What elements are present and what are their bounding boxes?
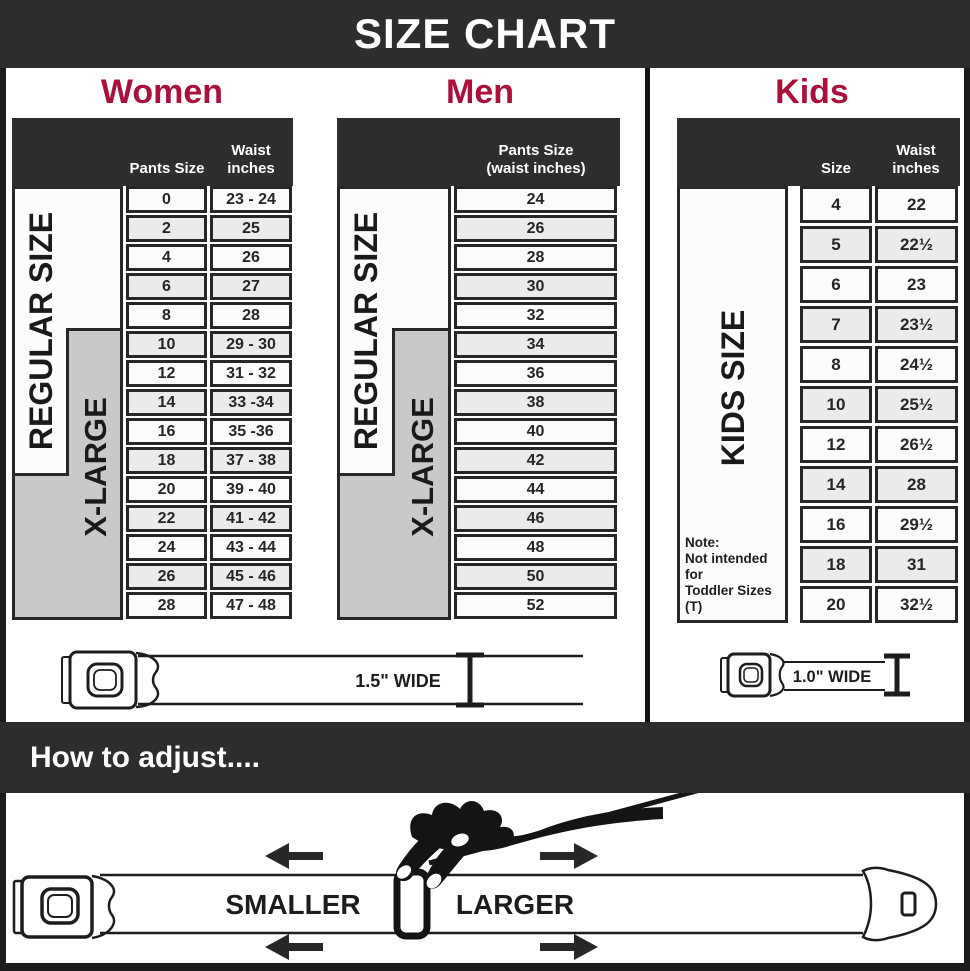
table-cell: 45 - 46 (210, 563, 292, 590)
adult-belt-width-label: 1.5" WIDE (355, 671, 441, 691)
kids-waist-header: Waist inches (892, 141, 940, 178)
table-cell: 30 (454, 273, 617, 300)
table-cell: 23 (875, 266, 958, 303)
table-cell: 0 (126, 186, 207, 213)
kids-size-header: Size (820, 160, 851, 178)
kids-belt-width-graphic (700, 640, 960, 710)
seatbelt-buckle-icon (14, 876, 114, 938)
frame-bottom-border (0, 963, 970, 971)
table-cell: 16 (126, 418, 207, 445)
women-size-table (126, 186, 292, 619)
table-cell: 41 - 42 (210, 505, 292, 532)
table-cell: 24 (126, 534, 207, 561)
table-cell: 44 (454, 476, 617, 503)
seatbelt-buckle-icon (721, 654, 784, 696)
table-cell: 52 (454, 592, 617, 619)
kids-size-label: KIDS SIZE (715, 309, 751, 467)
table-cell: 37 - 38 (210, 447, 292, 474)
men-table-header (337, 118, 620, 186)
table-cell: 28 (126, 592, 207, 619)
table-cell: 6 (126, 273, 207, 300)
table-cell: 4 (126, 244, 207, 271)
width-measure-icon (884, 656, 910, 694)
table-cell: 38 (454, 389, 617, 416)
table-cell: 28 (454, 244, 617, 271)
table-cell: 8 (126, 302, 207, 329)
hand-icon (394, 801, 663, 891)
kids-table-header (677, 118, 960, 186)
table-cell: 32 (454, 302, 617, 329)
table-cell: 29 - 30 (210, 331, 292, 358)
table-cell: 10 (800, 386, 872, 423)
seatbelt-buckle-icon (62, 652, 158, 708)
kids-note: Note: Not intended for Toddler Sizes (T) (685, 535, 772, 615)
table-cell: 14 (800, 466, 872, 503)
table-cell: 22 (875, 186, 958, 223)
men-xlarge-label: X-LARGE (405, 397, 440, 537)
table-cell: 31 (875, 546, 958, 583)
table-cell: 33 -34 (210, 389, 292, 416)
table-cell: 35 -36 (210, 418, 292, 445)
table-cell: 47 - 48 (210, 592, 292, 619)
arrow-right-icon (540, 934, 598, 960)
table-cell: 40 (454, 418, 617, 445)
table-cell: 46 (454, 505, 617, 532)
men-heading: Men (446, 73, 514, 111)
table-cell: 25 (210, 215, 292, 242)
table-cell: 50 (454, 563, 617, 590)
table-cell: 39 - 40 (210, 476, 292, 503)
kids-section-divider (645, 68, 650, 722)
table-cell: 28 (210, 302, 292, 329)
table-cell: 26½ (875, 426, 958, 463)
table-cell: 22½ (875, 226, 958, 263)
frame-right-border (964, 68, 970, 971)
table-cell: 14 (126, 389, 207, 416)
women-waist-header: Waist inches (227, 141, 275, 178)
page-title: SIZE CHART (354, 10, 616, 57)
how-to-adjust-illustration (8, 793, 962, 962)
kids-heading: Kids (775, 73, 849, 111)
table-cell: 27 (210, 273, 292, 300)
table-cell: 12 (800, 426, 872, 463)
larger-label: LARGER (455, 889, 575, 920)
how-to-heading: How to adjust.... (30, 740, 260, 774)
table-cell: 48 (454, 534, 617, 561)
men-pants-size-header: Pants Size (waist inches) (486, 141, 586, 178)
table-cell: 10 (126, 331, 207, 358)
table-cell: 7 (800, 306, 872, 343)
table-cell: 28 (875, 466, 958, 503)
table-cell: 43 - 44 (210, 534, 292, 561)
table-cell: 6 (800, 266, 872, 303)
table-cell: 29½ (875, 506, 958, 543)
table-cell: 4 (800, 186, 872, 223)
how-to-banner (0, 722, 970, 793)
table-cell: 8 (800, 346, 872, 383)
arrow-left-icon (265, 843, 323, 869)
table-cell: 26 (126, 563, 207, 590)
adult-belt-width-graphic (12, 640, 632, 720)
table-cell: 42 (454, 447, 617, 474)
table-cell: 26 (210, 244, 292, 271)
table-cell: 2 (126, 215, 207, 242)
table-cell: 16 (800, 506, 872, 543)
table-cell: 31 - 32 (210, 360, 292, 387)
table-cell: 24 (454, 186, 617, 213)
women-xlarge-label: X-LARGE (78, 397, 113, 537)
table-cell: 25½ (875, 386, 958, 423)
table-cell: 23½ (875, 306, 958, 343)
women-pants-size-header: Pants Size (129, 160, 205, 178)
frame-left-border (0, 68, 6, 971)
table-cell: 32½ (875, 586, 958, 623)
table-cell: 20 (126, 476, 207, 503)
belt-end-tip (863, 868, 936, 940)
table-cell: 24½ (875, 346, 958, 383)
table-cell: 34 (454, 331, 617, 358)
men-size-table (454, 186, 617, 619)
women-heading: Women (100, 73, 224, 111)
table-cell: 18 (800, 546, 872, 583)
table-cell: 23 - 24 (210, 186, 292, 213)
table-cell: 5 (800, 226, 872, 263)
kids-belt-width-label: 1.0" WIDE (792, 668, 872, 686)
adjuster-clip (397, 872, 427, 936)
table-cell: 12 (126, 360, 207, 387)
women-regular-size-label: REGULAR SIZE (23, 211, 59, 451)
women-table-header (12, 118, 293, 186)
kids-size-table (800, 186, 958, 623)
table-cell: 36 (454, 360, 617, 387)
table-cell: 18 (126, 447, 207, 474)
arrow-left-icon (265, 934, 323, 960)
width-measure-icon (456, 655, 484, 705)
arrow-right-icon (540, 843, 598, 869)
table-cell: 26 (454, 215, 617, 242)
men-regular-size-label: REGULAR SIZE (348, 211, 384, 451)
table-cell: 20 (800, 586, 872, 623)
table-cell: 22 (126, 505, 207, 532)
smaller-label: SMALLER (225, 889, 361, 920)
top-banner (0, 0, 970, 68)
